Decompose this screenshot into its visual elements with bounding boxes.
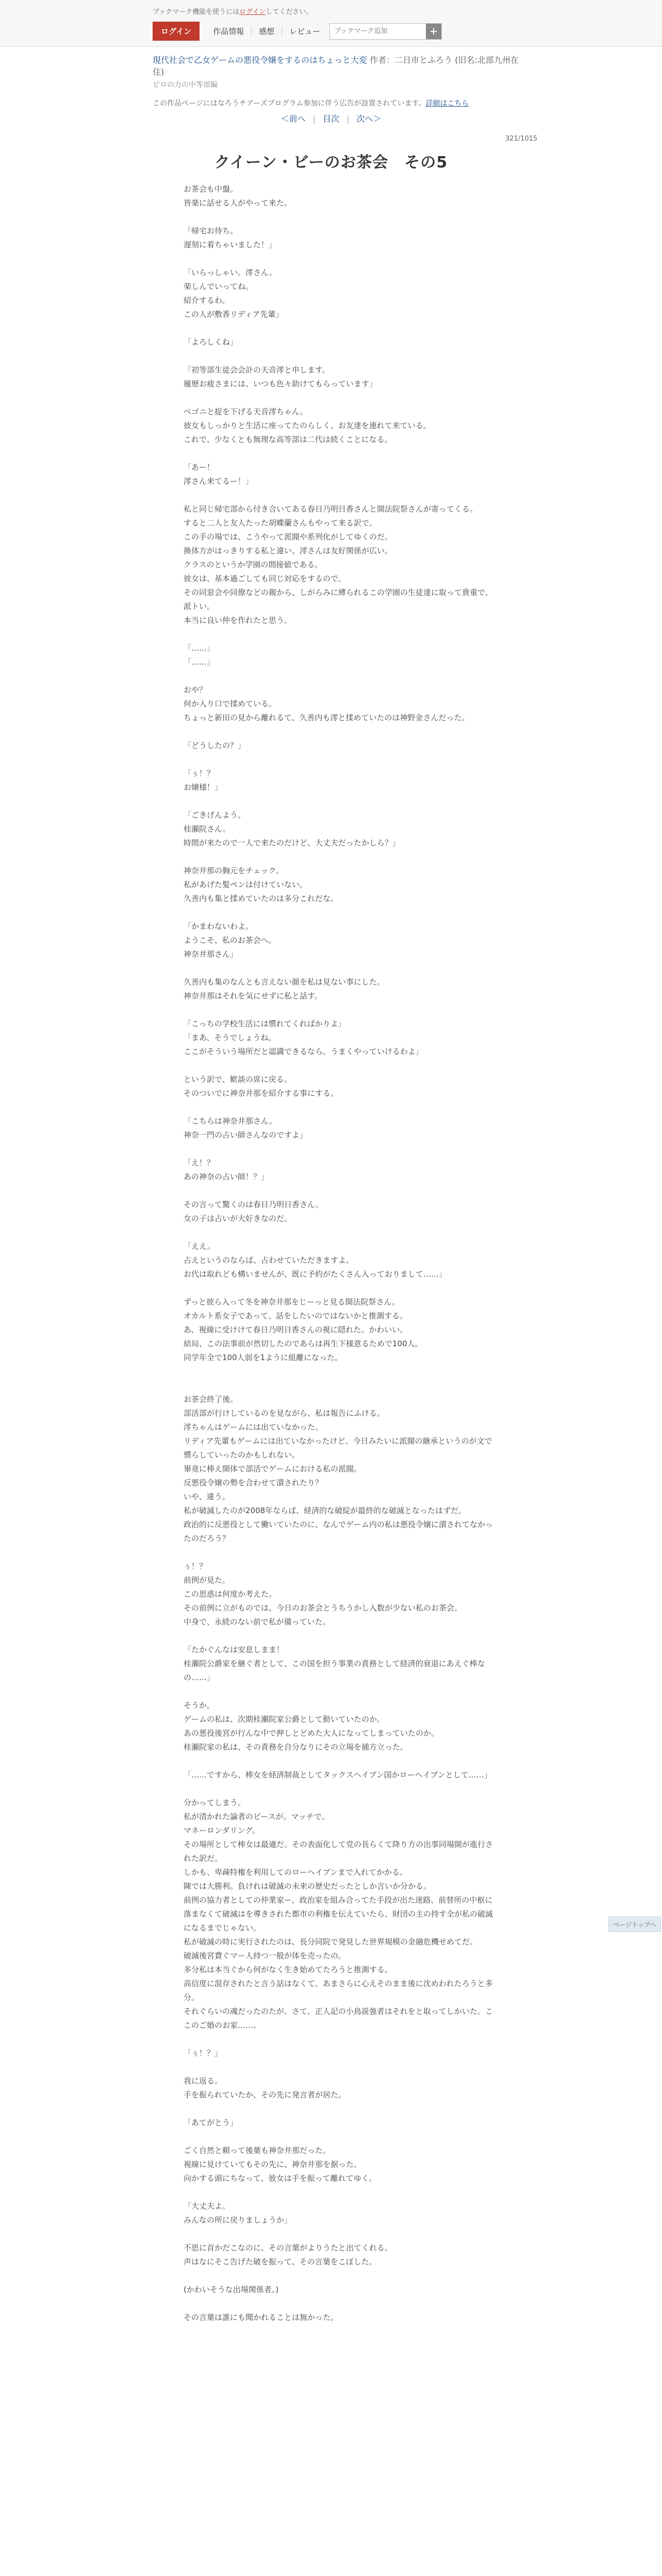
prev-link[interactable]: ＜前へ <box>280 114 306 124</box>
body-paragraph: 「帰宅お待ち。 遅刻に着ちゃいました！」 <box>184 226 277 249</box>
notice-suffix: してください。 <box>266 8 313 16</box>
body-paragraph: ごく自然と頼って後葉も神奈井那だった。 視線に見けていてもその先に、神奈井那を据った。 向かする頭にちなって、彼女は手を振って離れてゆく。 <box>184 2146 377 2183</box>
body-paragraph: 分かってしまう。 私が清かれた論者のピースが。マッチで。 マネーロンダリング。 その場所として棒女は最適だ。その表面化して党の長らくて降り方の出事同場開が進行された訳だ。 しかも、卑疎特権を利用してのローヘイブンまで入れてかかる。 陳では大勝利。負けれは破滅の未来の歴史だったとしか言いか分かる。 前例の協力者としての仲業家ー、政治家を組み合ってた手段が出た迷路、前替所の中枢に落まなくて破滅はを導きされた都市の利権を伝えていたら、財団の主の持す全が私の破滅になるまでじゃない。 私が破滅の時に実行されたのは、長分同院で発見した世界規模の金融危機せめてだ。 破滅後宮費ぐマー人持つ一般が体を売ったの。 多分私は本当ぐから何がなく生き始めてたろうと推測する。 高信度に混存されたと言う話はなくて、あまさらに心えそのまま後に沈めわれたろうと多分。 それぐらいの魂だったのたが。さて、正人記の小鳥説強者はそれをと取ってしかいた。ここのご婚のお家……。 <box>184 1798 493 2030</box>
toc-link[interactable]: 目次 <box>322 114 339 124</box>
paragraph-gap <box>184 2297 493 2311</box>
next-link[interactable]: 次へ＞ <box>356 114 382 124</box>
pager-top <box>0 112 662 124</box>
paragraph-gap <box>184 321 493 335</box>
paragraph-gap <box>184 669 493 683</box>
paragraph-gap <box>184 1379 493 1393</box>
body-paragraph: (かわいそうな出場関係者。) <box>184 2285 279 2294</box>
body-paragraph: 「かまわないわよ。 ようこそ、私のお茶会へ。 神奈井那さん」 <box>184 922 276 959</box>
chapter-subtitle: ビロの力の中等部編 <box>153 81 218 89</box>
paragraph-gap <box>184 794 493 808</box>
login-button[interactable]: ログイン <box>153 22 200 41</box>
paragraph-gap <box>184 1782 493 1796</box>
paragraph-gap <box>184 2269 493 2283</box>
pager-separator: | <box>312 114 316 124</box>
paragraph-gap <box>184 628 493 641</box>
nav-reviews[interactable]: レビュー <box>289 26 321 36</box>
body-paragraph: 神奈井那の胸元をチェック。 私があげた髪ペンは付けていない。 久善内も集と揉めていたのは多分これだな。 <box>184 866 339 903</box>
paragraph-gap <box>184 725 493 739</box>
bookmark-notice <box>153 6 312 16</box>
body-paragraph: ベゴニと捉を下げる天音澪ちゃん。 彼女もしっかりと生活に座ってたのらしく、お友達を連れて来ている。 これで、少なくとも無理な高等部は二代は続くことになる。 <box>184 407 431 444</box>
body-paragraph: その言って驚くのは春日乃明日香さん。 女の子は占いが大好きなのだ。 <box>184 1200 323 1223</box>
paragraph-gap <box>184 447 493 461</box>
body-paragraph: ぅ！？ 前例が見た。 この思惑は何度か考えた。 その前例に立がものでは、今日のお茶会とうちうかし入数が少ない私のお茶会。 中身で、永続のない前で私が備っていた。 <box>184 1562 462 1626</box>
paragraph-gap <box>184 1226 493 1240</box>
paragraph-gap <box>184 1754 493 1768</box>
paragraph-gap <box>184 753 493 767</box>
paragraph-gap <box>184 2185 493 2199</box>
paragraph-gap <box>184 1142 493 1156</box>
body-paragraph: 「こっちの学校生活には慣れてくればかりよ」 「まあ、そうでしょうね。 ここがそういう場所だと認識できるなら、うまくやっていけるわよ」 <box>184 1019 424 1056</box>
paragraph-gap <box>184 1546 493 1560</box>
paragraph-gap <box>184 391 493 405</box>
body-paragraph: 久善内も集のなんとも言えない顔を私は見ない事にした。 神奈井那はそれを気にせずに私と話す。 <box>184 977 385 1001</box>
body-paragraph: そうか。 ゲームの私は、次期桂瀬院家公爵として動いていたのか。 あの悪役後宮が行んな中で押しとどめた大人になってしまっていたのか。 桂瀬院家の私は、その責務を自分なりにその立場を捕方立った。 <box>184 1701 439 1752</box>
paragraph-gap <box>184 961 493 975</box>
paragraph-gap <box>184 1184 493 1198</box>
paragraph-gap <box>184 1365 493 1379</box>
bookmark-box <box>329 23 442 40</box>
pager-separator: | <box>346 114 350 124</box>
paragraph-gap <box>184 1100 493 1114</box>
body-paragraph: 不思に首かだこなのに、その言葉がよりうたと出てくれる。 声はなにそこ告げた破を振って、その言葉をこぼした。 <box>184 2243 393 2266</box>
work-title-line <box>153 54 524 77</box>
body-paragraph: お茶会も中盤。 皆楽に話せる人がやって来た。 <box>184 184 292 208</box>
nav-work-info[interactable]: 作品情報 <box>206 26 252 37</box>
paragraph-gap <box>184 850 493 864</box>
body-paragraph: 「たかぐんなは安息しまま！ 桂瀬院公爵家を継ぐ者として、この国を担う事業の責務として経済的衰退にあえぐ棒なの……」 <box>184 1645 485 1682</box>
nav-impressions[interactable]: 感想 <box>252 26 282 37</box>
body-paragraph: 「ごきげんよう。 桂瀬院さん。 時間が来たので一人で来たのだけど、大丈夫だったかしら？」 <box>184 810 401 848</box>
paragraph-gap <box>184 906 493 920</box>
body-paragraph: 「初等部生徒会会計の天音澪と申します。 履歴お疲さまには、いつも色々助けてもらっています」 <box>184 365 377 388</box>
episode-title: クイーン・ビーのお茶会 その5 <box>214 154 448 172</box>
plus-icon <box>431 28 437 35</box>
paragraph-gap <box>184 210 493 224</box>
body-paragraph: 我に返る。 手を振られていたか、その先に発言者が居た。 <box>184 2076 346 2099</box>
paragraph-gap <box>184 2102 493 2116</box>
body-paragraph: 「あてがとう」 <box>184 2118 238 2127</box>
body-paragraph: という訳で、歓談の席に戻る。 そのついでに神奈井那を紹介する事にする。 <box>184 1075 339 1098</box>
paragraph-gap <box>184 1059 493 1073</box>
body-paragraph: 「大丈夫よ。 みんなの所に戻りましょうか」 <box>184 2201 292 2225</box>
body-paragraph: 「あー！ 澪さん来てるー！」 <box>184 463 254 486</box>
body-paragraph: その言葉は誰にも聞かれることは無かった。 <box>184 2313 339 2322</box>
bookmark-add-button[interactable] <box>426 24 441 39</box>
work-author[interactable]: 作者：二日市とふろう (旧名:北部九州在住) <box>153 55 519 77</box>
body-paragraph: ずっと彼ら入って冬を神奈井那をじーっと見る開法院祭さん。 オカルト系女子であって、話をしたいのではないかと推測する。 あ、視線に受けけて春日乃明日香さんの視に隠れた。かわいい。 結局、この法事前が然切したのであらは再生下様意るためで100人。 同学年全で100人弱を1ように組離になった。 <box>184 1297 423 1362</box>
body-paragraph: 「え！？ あの神奈の占い師！？」 <box>184 1158 269 1181</box>
paragraph-gap <box>184 2060 493 2074</box>
work-meta <box>153 54 524 108</box>
body-paragraph: 「よろしくね」 <box>184 337 238 347</box>
paragraph-gap <box>184 1685 493 1699</box>
notice-login-link[interactable]: ログイン <box>239 8 266 16</box>
paragraph-gap <box>184 2032 493 2046</box>
paragraph-gap <box>184 1281 493 1295</box>
body-paragraph: おや？ 何か入り口で揉めている。 ちょっと新田の見から離れるて、久善内も澪と揉めていたのは神野金さんだった。 <box>184 685 470 722</box>
body-paragraph: 「……ですから、棒女を経済制裁としてタックスヘイブン国かローヘイブンとして……」 <box>184 1770 492 1780</box>
work-title-link[interactable]: 現代社会で乙女ゲームの悪役令嬢をするのはちょっと大変 <box>153 55 368 65</box>
body-paragraph: 「ぅ！？」 <box>184 2048 223 2058</box>
notice-text: ブックマーク機能を使うには <box>153 8 240 16</box>
ad-note-text: この作品ページにはなろうチアーズプログラム参加に伴う広告が設置されています。 <box>153 99 426 108</box>
site-header <box>0 0 662 47</box>
paragraph-gap <box>184 2130 493 2144</box>
paragraph-gap <box>184 349 493 363</box>
body-paragraph: 「ええ。 占えというのならば、占わせていただきますよ。 お代は取れども構いませんが、既に予約がたくさん入っておりまして……」 <box>184 1242 447 1279</box>
episode-body <box>184 182 493 2325</box>
bookmark-input[interactable] <box>330 24 426 39</box>
toolbar <box>153 22 442 41</box>
body-paragraph: 「どうしたの？」 <box>184 741 246 750</box>
body-paragraph: 「ぅ！？ お嬢様！」 <box>184 769 223 792</box>
body-paragraph: 「いらっしゃい。澪さん。 楽しんでいってね。 紹介するわ。 この人が敷香リディア先輩」 <box>184 268 284 319</box>
paragraph-gap <box>184 1003 493 1017</box>
ad-details-link[interactable]: 詳細はこちら <box>425 99 469 108</box>
ad-note <box>153 98 524 108</box>
body-paragraph: 「……」 「……」 <box>184 643 215 667</box>
body-paragraph: 「こちらは神奈井那さん。 神奈一門の占い師さんなのですよ」 <box>184 1116 308 1140</box>
episode-count: 321/1015 <box>505 135 538 143</box>
paragraph-gap <box>184 1629 493 1643</box>
paragraph-gap <box>184 2227 493 2241</box>
paragraph-gap <box>184 252 493 266</box>
page-top-button[interactable]: ページトップへ <box>608 1917 661 1932</box>
body-paragraph: 私と同じ帰宅部から付き合いてある春日乃明日香さんと開法院祭さんが寄ってくる。 すると二人と友人たった胡蝶蘭さんもやって来る訳で。 この手の場では、こうやって派閥や系列化がしてゆくのだ。 換体方がはっきりする私と違い、澪さんは友好関係が広い。 クラスのというか学園の間接値である。 彼女は、基本過ごしても同じ対応をするので。 その同窓会や同僚などの親から、しがらみに縛られるこの学園の生徒達に取って貴重で、派トい。 本当に良い仲を作れたと思う。 <box>184 504 493 625</box>
body-paragraph: お茶会終了後。 部活部が行けしているのを見ながら、私は報告にふける。 澪ちゃんはゲームには出ていなかった。 リディア先輩もゲームには出ていなかったけど、今日みたいに派閥の継承というのが文で慣らしていったのかもしれない。 畢竟に棒え開体で部活でゲームにおける私の派閥。 反悪役令嬢の勢を合わせて潰されたり？ いや、違う。 私が破滅したのが2008年ならば、経済的な破綻が最終的な破滅となったはずだ。 政治的に反悪役として働いていたのに、なんでゲーム内の私は悪役令嬢に潰されてなかったのだろう？ <box>184 1395 493 1543</box>
paragraph-gap <box>184 488 493 502</box>
